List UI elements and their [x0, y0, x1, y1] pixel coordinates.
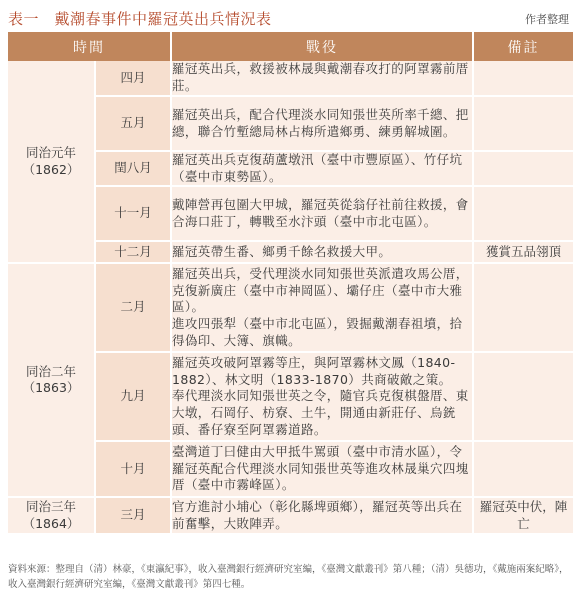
note-cell [473, 352, 573, 441]
battle-cell: 羅冠英出兵，救援被林晟與戴潮春攻打的阿罩霧前厝莊。 [171, 61, 473, 96]
note-cell [473, 61, 573, 96]
month-cell: 五月 [95, 96, 171, 151]
era-cell [8, 497, 95, 534]
note-cell [473, 96, 573, 151]
era-year: （1862） [22, 161, 80, 177]
month-cell: 十月 [95, 441, 171, 497]
table-title: 表一 戴潮春事件中羅冠英出兵情況表 [8, 10, 272, 28]
table-row [8, 263, 573, 352]
era-cell [8, 61, 95, 263]
month-cell: 閏八月 [95, 151, 171, 186]
author-note: 作者整理 [525, 13, 569, 26]
era-name: 同治元年 [25, 145, 76, 160]
battle-cell: 官方進討小埔心（彰化縣埤頭鄉），羅冠英等出兵在前奮擊，大敗陣弄。 [171, 497, 473, 534]
table-row [8, 61, 573, 96]
header-note: 備註 [473, 32, 573, 61]
note-cell: 羅冠英中伏，陣亡 [473, 497, 573, 534]
source-footnote: 資料來源：整理自（清）林豪，《東瀛紀事》，收入臺灣銀行經濟研究室編，《臺灣文獻叢刊》第八種；（清）吳德功，《戴施兩案紀略》，收入臺灣銀行經濟研究室編，《臺灣文獻叢刊》第四七種。 [8, 564, 569, 590]
note-cell [473, 263, 573, 352]
note-cell [473, 151, 573, 186]
battle-cell: 羅冠英出兵克復葫蘆墩汛（臺中市豐原區）、竹仔坑（臺中市東勢區）。 [171, 151, 473, 186]
month-cell: 十一月 [95, 186, 171, 241]
battle-cell: 羅冠英帶生番、鄉勇千餘名救援大甲。 [171, 241, 473, 263]
battle-cell: 臺灣道丁曰健由大甲抵牛罵頭（臺中市清水區），令羅冠英配合代理淡水同知張世英等進攻林晟巢穴四塊厝（臺中市霧峰區）。 [171, 441, 473, 497]
header-row [8, 32, 573, 61]
month-cell: 四月 [95, 61, 171, 96]
battle-cell: 羅冠英出兵，配合代理淡水同知張世英所率千總、把總，聯合竹塹總局林占梅所遣鄉勇、練勇解城圍。 [171, 96, 473, 151]
era-name: 同治三年 [25, 499, 76, 515]
title-bar [8, 6, 573, 28]
header-time: 時間 [8, 32, 171, 61]
note-cell [473, 186, 573, 241]
era-year: （1864） [22, 515, 80, 531]
battle-table [8, 32, 573, 535]
month-cell: 二月 [95, 263, 171, 352]
note-cell: 獲賞五品翎頂 [473, 241, 573, 263]
month-cell: 十二月 [95, 241, 171, 263]
era-year: （1863） [22, 380, 80, 396]
note-cell [473, 441, 573, 497]
era-name: 同治二年 [25, 363, 76, 379]
battle-cell: 戴陣營再包圍大甲城，羅冠英從翁仔社前往救援，會合海口莊丁，轉戰至水汴頭（臺中市北屯區）。 [171, 186, 473, 241]
battle-cell: 羅冠英出兵，受代理淡水同知張世英派遣攻馬公厝，克復新廣庄（臺中市神岡區）、壩仔庄（臺中市大雅區）。 進攻四張犁（臺中市北屯區），毀掘戴潮春祖墳，拾得偽印、大簿、旗幟。 [171, 263, 473, 352]
header-battle: 戰役 [171, 32, 473, 61]
era-cell [8, 263, 95, 497]
month-cell: 九月 [95, 352, 171, 441]
table-row [8, 497, 573, 534]
battle-cell: 羅冠英攻破阿罩霧等庄，與阿罩霧林文鳳（1840-1882）、林文明（1833-1870）共商破敵之策。 奉代理淡水同知張世英之令，隨官兵克復棋盤厝、東大墩，石岡仔、枋寮、土牛，開通由新莊仔、烏銃頭、番仔寮至阿罩霧道路。 [171, 352, 473, 441]
month-cell: 三月 [95, 497, 171, 534]
